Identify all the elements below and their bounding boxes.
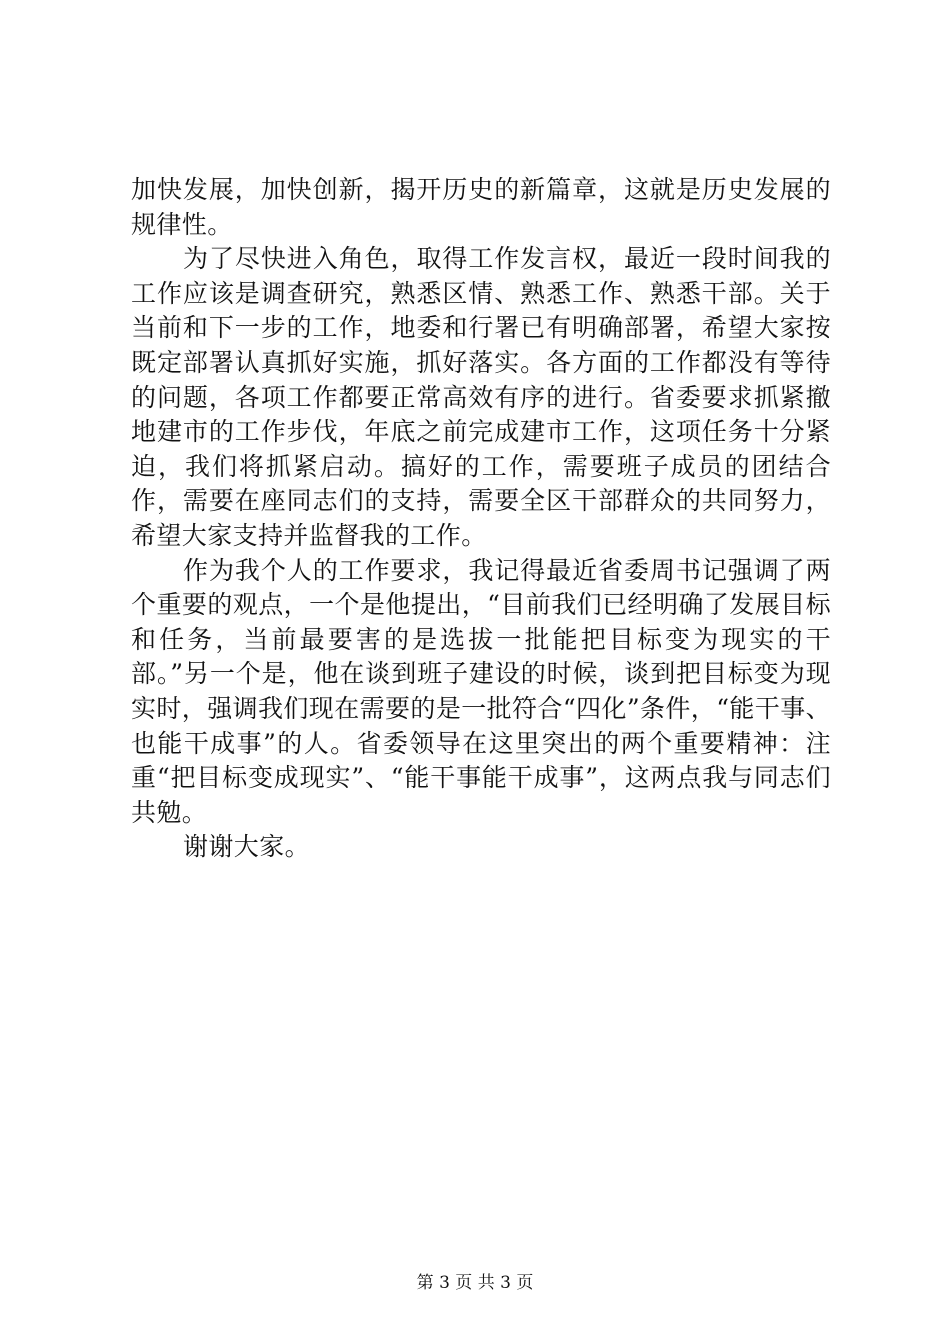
- paragraph-work-plan: 为了尽快进入角色，取得工作发言权，最近一段时间我的工作应该是调查研究，熟悉区情、熟悉工作、熟悉干部。关于当前和下一步的工作，地委和行署已有明确部署，希望大家按既定部署认真抓好实施，抓好落实。各方面的工作都没有等待的问题，各项工作都要正常高效有序的进行。省委要求抓紧撤地建市的工作步伐，年底之前完成建市工作，这项任务十分紧迫，我们将抓紧启动。搞好的工作，需要班子成员的团结合作，需要在座同志们的支持，需要全区干部群众的共同努力，希望大家支持并监督我的工作。: [131, 244, 831, 550]
- paragraph-continuation: 加快发展，加快创新，揭开历史的新篇章，这就是历史发展的规律性。: [131, 175, 831, 239]
- paragraph-closing: 谢谢大家。: [183, 832, 311, 862]
- paragraph-personal-requirements: 作为我个人的工作要求，我记得最近省委周书记强调了两个重要的观点，一个是他提出，“目前我们已经明确了发展目标和任务，当前最要害的是选拔一批能把目标变为现实的干部。”另一个是，他在谈到班子建设的时候，谈到把目标变为现实时，强调我们现在需要的是一批符合“四化”条件，“能干事、也能干成事”的人。省委领导在这里突出的两个重要精神：注重“把目标变成现实”、“能干事能干成事”，这两点我与同志们共勉。: [131, 555, 831, 827]
- document-body: [131, 173, 831, 865]
- page-number-footer: 第 3 页 共 3 页: [416, 1273, 534, 1293]
